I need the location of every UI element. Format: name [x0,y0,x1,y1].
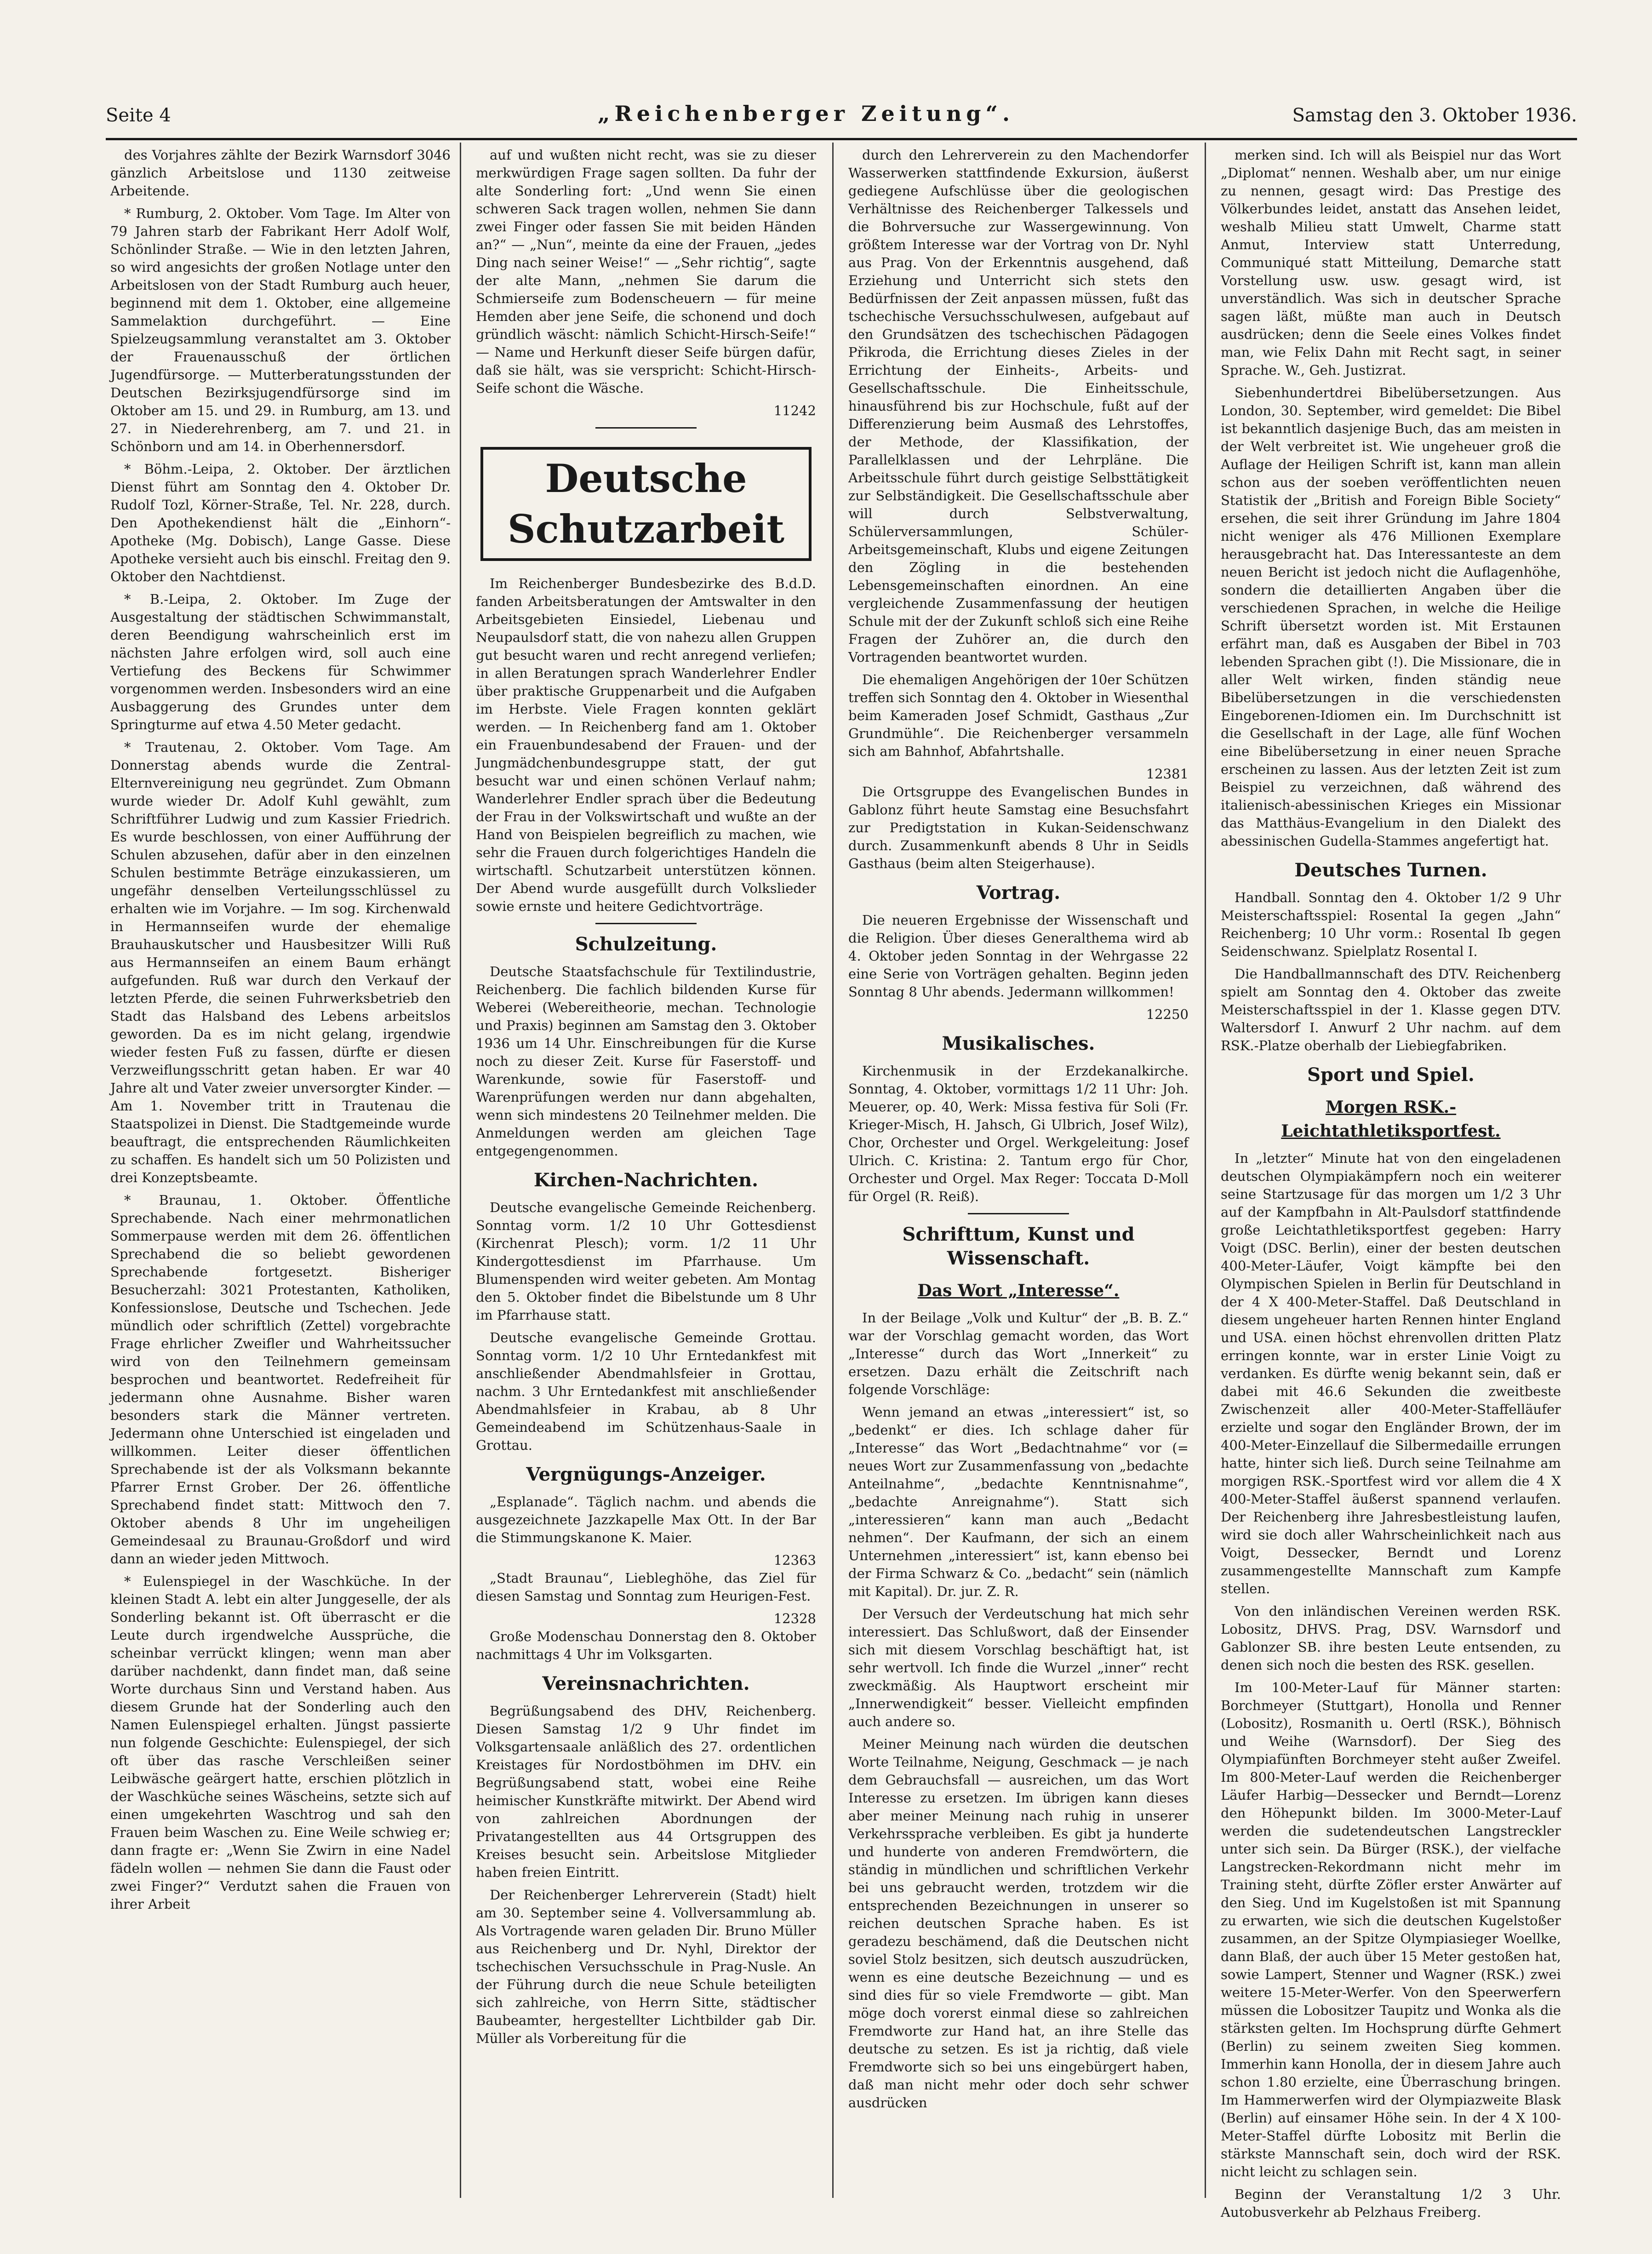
article-text: Im 100-Meter-Lauf für Männer starten: Borchmeyer (Stuttgart), Honolla und Renner (Lobositz), Rosmanith u. Oertl (RSK.), Böhnisch und Weihe (Warnsdorf). Der Sieg des Olympiafünften Borchmeyer steht außer Zweifel. Im 800-Meter-Lauf werden die Reichenberger Läufer Harbig—Dessecker und Berndt—Lorenz den Höhepunkt bilden. Im 3000-Meter-Lauf werden die sudetendeutschen Langstreckler unter sich sein. Da Bürger (RSK.), der vielfache Langstrecken-Rekordmann nicht mehr im Training steht, dürfte Zöfler erster Anwärter auf den Sieg. Und im Kugelstoßen ist mit Spannung zu erwarten, wie sich die deutschen Kugelstoßer zusammen, an der Spitze Olympiasieger Woellke, dann Blaß, der auch über 15 Meter gestoßen hat, sowie Lampert, Stenner und Wagner (RSK.) zwei weitere 15-Meter-Werfer. Von den Speerwerfern müssen die Lobositzer Taupitz und Wonka als die stärksten gelten. Im Hochsprung dürfte Gehmert (Berlin) zu seinem zweiten Sieg kommen. Immerhin kann Honolla, der in diesem Jahre auch schon 1.80 erzielte, eine Überraschung bringen. Im Hammerwerfen wird der Olympiazweite Blask (Berlin) auf einsamer Höhe sein. In der 4 X 100-Meter-Staffel dürfte Lobositz mit Berlin die stärkste Mannschaft sein, doch wird der RSK. nicht leicht zu schlagen sein. [1221,1680,1561,2180]
article-text: Beginn der Veranstaltung 1/2 3 Uhr. Autobusverkehr ab Pelzhaus Freiberg. [1221,2186,1561,2220]
article-text: „Esplanade“. Täglich nachm. und abends die ausgezeichnete Jazzkapelle Max Ott. In der Bar die Stimmungskanone K. Maier. [476,1494,816,1545]
article-text: durch den Lehrerverein zu den Machendorfer Wasserwerken stattfindende Exkursion, äußerst gediegene Aufschlüsse über die geologischen Verhältnisse des Reichenberger Talkessels und die Bohrversuche zur Wassergewinnung. Von größtem Interesse war der Vortrag von Dr. Nyhl aus Prag. Von der Erkenntnis ausgehend, daß Erziehung und Unterricht sich stets den Bedürfnissen der Zeit anpassen müssen, fußt das tschechische Versuchsschulwesen, aufgebaut auf den Grundsätzen des tschechischen Pädagogen Přikroda, die Errichtung dieses Zieles in der Errichtung der Einheits-, Arbeits- und Gesellschaftsschule. Die Einheitsschule, hinausführend bis zur Hochschule, fußt auf der Differenzierung beim Ausmaß des Lehrstoffes, der Methode, der Klassifikation, der Parallelklassen und der Lehrpläne. Die Arbeitsschule führt durch geistige Selbsttätigkeit zur Selbständigkeit. Die Gesellschaftsschule aber will durch Selbstverwaltung, Schülerversammlungen, Schüler-Arbeitsgemeinschaft, Klubs und eigene Zeitungen den Zögling in die bestehenden Lebensgemeinschaften einordnen. An eine vergleichende Zusammenfassung der heutigen Schule mit der der Zukunft schloß sich eine Reihe Fragen der Zuhörer an, die durch den Vortragenden beantwortet wurden. [848,147,1189,665]
article-text: Begrüßungsabend des DHV, Reichenberg. Diesen Samstag 1/2 9 Uhr findet im Volksgartensaale anläßlich des 27. ordentlichen Kreistages für Nordostböhmen im DHV. ein Begrüßungsabend statt, wobei eine Reihe heimischer Kunstkräfte mitwirkt. Der Abend wird von zahlreichen Abordnungen der Privatangestellten aus 44 Ortsgruppen des Kreises besucht sein. Arbeitslose Mitglieder haben freien Eintritt. [476,1703,816,1880]
column-4 [1221,146,1561,2220]
ad-number: 12381 [1146,766,1189,782]
issue-date: Samstag den 3. Oktober 1936. [1292,105,1577,126]
article-text: Wenn jemand an etwas „interessiert“ ist, so „bedenkt“ er dies. Ich schlage daher für „Interesse“ das Wort „Bedachtnahme“ vor (= neues Wort zur Zusammenfassung von „bedachte Anteilnahme“, „bedachte Kenntnisnahme“, „bedachte Anreignahme“). Statt sich „interessieren“ kann man auch „Bedacht nehmen“. Der Kaufmann, der sich an einem Unternehmen „interessiert“ ist, kann ebenso bei der Firma Schwarz & Co. „bedacht“ sein (nämlich mit Kapital). Dr. jur. Z. R. [848,1404,1189,1599]
column-divider [832,143,834,2198]
column-divider [1205,143,1206,2198]
page-number: Seite 4 [106,105,171,126]
section-heading: Vergnügungs-Anzeiger. [526,1464,766,1485]
article-text: In der Beilage „Volk und Kultur“ der „B. B. Z.“ war der Vorschlag gemacht worden, das Wort „Interesse“ durch das Wort „Innerkeit“ zu ersetzen. Dazu erhält die Zeitschrift nach folgende Vorschläge: [848,1310,1189,1397]
article-text: * Rumburg, 2. Oktober. Vom Tage. Im Alter von 79 Jahren starb der Fabrikant Herr Adolf Wolf, Schönlinder Straße. — Wie in den letzten Jahren, so wird angesichts der großen Notlage unter den Arbeitslosen von der Stadt Rumburg auch heuer, beginnend mit dem 1. Oktober, eine allgemeine Sammelaktion durchgeführt. — Eine Spielzeugsammlung veranstaltet am 3. Oktober der Frauenausschuß der örtlichen Jugendfürsorge. — Mutterberatungsstunden der Deutschen Bezirksjugendfürsorge sind im Oktober am 15. und 29. in Rumburg, am 13. und 27. in Niederehrenberg, am 7. und 21. in Schönborn und am 14. in Oberhennersdorf. [110,206,451,454]
column-1 [110,146,451,2192]
article-text: Deutsche evangelische Gemeinde Reichenberg. Sonntag vorm. 1/2 10 Uhr Gottesdienst (Kirchenrat Plesch); vorm. 1/2 11 Uhr Kindergottesdienst im Pfarrhause. Um Blumenspenden wird weiter gebeten. Am Montag den 5. Oktober findet die Bibelstunde um 8 Uhr im Pfarrhause statt. [476,1200,816,1323]
article-text: Der Versuch der Verdeutschung hat mich sehr interessiert. Das Schlußwort, daß der Einsender sich mit diesem Vorschlag beschäftigt hat, ist sehr wertvoll. Ich finde die Wurzel „inner“ recht zweckmäßig. Als Hauptwort erscheint mir „Innerwendigkeit“ besser. Vielleicht empfinden auch andere so. [848,1606,1189,1729]
ad-number: 11242 [773,403,816,418]
article-text: Im Reichenberger Bundesbezirke des B.d.D. fanden Arbeitsberatungen der Amtswalter in den Arbeitsgebieten Einsiedel, Liebenau und Neupaulsdorf statt, die von nahezu allen Gruppen gut besucht waren und recht anregend verliefen; in allen Beratungen sprach Wanderlehrer Endler über praktische Gruppenarbeit und die Aufgaben im Herbste. Viele Fragen konnten geklärt werden. — In Reichenberg fand am 1. Oktober ein Frauenbundesabend der Frauen- und der Jungmädchenbundesgruppe statt, der gut besucht war und einen schönen Verlauf nahm; Wanderlehrer Endler sprach über die Bedeutung der Frau in der Volkswirtschaft und wußte an der Hand von Beispielen begreiflich zu machen, wie sehr die Frauen durch folgerichtiges Handeln die wirtschaftl. Schutzarbeit unterstützen können. Der Abend wurde ausgefüllt durch Volkslieder sowie ernste und heitere Gedichtvorträge. [476,576,816,914]
article-text: merken sind. Ich will als Beispiel nur das Wort „Diplomat“ nennen. Weshalb aber, um nur einige zu nennen, gesagt wird: Das Prestige des Völkerbundes leidet, anstatt das Ansehen leidet, weshalb Milieu statt Umwelt, Charme statt Anmut, Interview statt Unterredung, Communiqué statt Mitteilung, Demarche statt Vorstellung usw. usw. gesagt wird, ist unverständlich. Was sich in deutscher Sprache sagen läßt, müßte man auch in Deutsch ausdrücken; denn die Seele eines Volkes findet man, wie Felix Dahn mit Recht sagt, in seiner Sprache. W., Geh. Justizrat. [1221,147,1561,378]
article-text: * B.-Leipa, 2. Oktober. Im Zuge der Ausgestaltung der städtischen Schwimmanstalt, deren Beendigung wahrscheinlich erst im nächsten Jahre erfolgen wird, soll auch eine Vertiefung des Beckens für Schwimmer vorgenommen werden. Insbesonders wird an eine Ausbaggerung des Grundes unter dem Springturme auf etwa 4.50 Meter gedacht. [110,591,451,732]
separator [595,923,697,924]
page-header [106,97,1577,133]
article-text: Der Reichenberger Lehrerverein (Stadt) hielt am 30. September seine 4. Vollversammlung ab. Als Vortragende waren geladen Dir. Bruno Müller aus Reichenberg und Dr. Nyhl, Direktor der tschechischen Versuchsschule in Prag-Nusle. An der Führung durch die neue Schule beteiligten sich zahlreiche, von Herrn Sitte, städtischer Baubeamter, hergestellter Lichtbilder gab Dir. Müller als Vorbereitung für die [476,1887,816,2046]
article-text: Große Modenschau Donnerstag den 8. Oktober nachmittags 4 Uhr im Volksgarten. [476,1629,816,1662]
section-heading: Schrifttum, Kunst und Wissenschaft. [902,1224,1135,1269]
section-heading: Vortrag. [976,882,1061,904]
section-heading: Musikalisches. [942,1033,1095,1054]
article-text: Deutsche Staatsfachschule für Textilindustrie, Reichenberg. Die fachlich bildenden Kurse für Weberei (Webereitheorie, mechan. Technologie und Praxis) beginnen am Samstag den 3. Oktober 1936 um 14 Uhr. Einschreibungen für die Kurse noch zu dieser Zeit. Kurse für Faserstoff- und Warenkunde, sowie für Faserstoff- und Warenprüfungen werden nur dann abgehalten, wenn sich mindestens 20 Teilnehmer melden. Die Anmeldungen werden am gleichen Tage entgegengenommen. [476,964,816,1159]
article-text: auf und wußten nicht recht, was sie zu dieser merkwürdigen Frage sagen sollten. Da fuhr der alte Sonderling fort: „Und wenn Sie einen schweren Sack tragen wollen, nehmen Sie dann zwei Finger oder fassen Sie mit beiden Händen an?“ — „Nun“, meinte da eine der Frauen, „jedes Ding nach seiner Weise!“ — „Sehr richtig“, sagte der alte Mann, „nehmen Sie darum die Schmierseife zum Bodenscheuern — für meine Hemden aber jene Seife, die schonend und doch gründlich wäscht: nämlich Schicht-Hirsch-Seife!“ — Name und Herkunft dieser Seife bürgen dafür, daß sie hält, was sie verspricht: Schicht-Hirsch-Seife schont die Wäsche. [476,147,816,396]
article-text: Die neueren Ergebnisse der Wissenschaft und die Religion. Über dieses Generalthema wird ab 4. Oktober jeden Sonntag in der Wehrgasse 22 eine Serie von Vorträgen gehalten. Beginn jeden Sonntag 8 Uhr abends. Jedermann willkommen! [848,912,1189,1000]
section-heading: Schulzeitung. [575,933,717,955]
article-text: Kirchenmusik in der Erzdekanalkirche. Sonntag, 4. Oktober, vormittags 1/2 11 Uhr: Joh. Meuerer, op. 40, Werk: Missa festiva für Soli (Fr. Krieger-Misch, H. Jahsch, Gi Ulbrich, Josef Wilz), Chor, Orchester und Orgel. Werkgeleitung: Josef Ulrich. C. Kristina: 2. Tantum ergo für Chor, Orchester und Orgel. Max Reger: Toccata D-Moll für Orgel (R. Reiß). [848,1063,1189,1204]
column-2 [476,146,816,2192]
section-heading: Kirchen-Nachrichten. [533,1169,759,1191]
section-heading: Sport und Spiel. [1307,1064,1475,1086]
column-3 [848,146,1189,2192]
ad-number: 12328 [773,1611,816,1626]
article-text: Die ehemaligen Angehörigen der 10er Schützen treffen sich Sonntag den 4. Oktober in Wiesenthal beim Kameraden Josef Schmidt, Gasthaus „Zur Grundmühle“. Die Reichenberger versammeln sich am Bahnhof, Abfahrtshalle. [848,672,1189,759]
article-text: Siebenhundertdrei Bibelübersetzungen. Aus London, 30. September, wird gemeldet: Die Bibel ist bekanntlich dasjenige Buch, das am meisten in der Welt verbreitet ist. Wie ungeheuer groß die Auflage der Heiligen Schrift ist, kann man allein schon aus der soeben veröffentlichten neuen Statistik der „British and Foreign Bible Society“ ersehen, die seit ihrer Gründung im Jahre 1804 nicht weniger als 476 Millionen Exemplare herausgebracht hat. Das Interessanteste an dem neuen Bericht ist jedoch nicht die Auflagenhöhe, sondern die detaillierten Angaben über die verschiedenen Sprachen, in welche die Heilige Schrift übersetzt worden ist. Mit Erstaunen erfährt man, daß es Ausgaben der Bibel in 703 lebenden Sprachen gibt (!). Die Missionare, die in aller Welt wirken, finden ständig neue Bibelübersetzungen in die verschiedensten Eingeborenen-Idiomen ein. Im Durchschnitt ist die Gesellschaft in der Lage, alle fünf Wochen eine Bibelübersetzung in einer neuen Sprache erscheinen zu lassen. Aus der letzten Zeit ist zum Beispiel zu verzeichnen, daß während des italienisch-abessinischen Krieges ein Missionar das Matthäus-Evangelium in den Dialekt des abessinischen Gudella-Stammes angefertigt hat. [1221,385,1561,849]
separator [968,1213,1069,1214]
article-text: Deutsche evangelische Gemeinde Grottau. Sonntag vorm. 1/2 10 Uhr Erntedankfest mit anschließender Abendmahlsfeier in Grottau, nachm. 3 Uhr Erntedankfest mit anschließender Abendmahlsfeier in Krabau, ab 8 Uhr Gemeindeabend im Schützenhaus-Saale in Grottau. [476,1330,816,1453]
article-text: In „letzter“ Minute hat von den eingeladenen deutschen Olympiakämpfern noch ein weiterer seine Startzusage für das morgen um 1/2 3 Uhr auf der Kampfbahn in Alt-Paulsdorf stattfindende große Leichtathletiksportfest gegeben: Harry Voigt (DSC. Berlin), einer der besten deutschen 400-Meter-Läufer, Voigt kämpfte bei den Olympischen Spielen in Berlin für Deutschland in der 4 X 400-Meter-Staffel. Daß Deutschland in diesem ungeheuer harten Rennen hinter England und USA. einen höchst ehrenvollen dritten Platz erringen konnte, war in erster Linie Voigt zu verdanken. Es dürfte wenig bekannt sein, daß er dabei mit 46.6 Sekunden die zweitbeste Zwischenzeit aller 400-Meter-Staffelläufer erzielte und sogar den Engländer Brown, der im 400-Meter-Einzellauf die Silbermedaille errungen hatte, hinter sich ließ. Durch seine Teilnahme am morgigen RSK.-Sportfest wird vor allem die 4 X 400-Meter-Staffel äußerst spannend verlaufen. Der Reichenberg ihre Jahresbestleistung laufen, wird sie doch aller Wahrscheinlichkeit nach aus Voigt, Dessecker, Berndt und Lorenz zusammengestellte Mannschaft zum Kampfe stellen. [1221,1150,1561,1596]
header-rule [106,138,1577,140]
separator [595,427,697,429]
article-heading: Morgen RSK.-Leichtathletiksportfest. [1281,1098,1501,1141]
article-text: Handball. Sonntag den 4. Oktober 1/2 9 Uhr Meisterschaftsspiel: Rosental Ia gegen „Jahn“ Reichenberg; 10 Uhr vorm.: Rosental Ib gegen Seidenschwanz. Spielplatz Rosental I. [1221,890,1561,959]
column-divider [460,143,461,2198]
article-text: Meiner Meinung nach würden die deutschen Worte Teilnahme, Neigung, Geschmack — je nach dem Gebrauchsfall — ausreichen, um das Wort Interesse zu ersetzen. Im übrigen kann dieses aber meiner Meinung nach ruhig in unserer Verkehrssprache verbleiben. Es gibt ja hunderte und hunderte von anderen Fremdwörtern, die ständig in mündlichen und schriftlichen Verkehr bei uns gebraucht werden, trotzdem wir die entsprechenden Bezeichnungen in unserer so reichen deutschen Sprache haben. Es ist geradezu beschämend, daß die Deutschen nicht soviel Stolz besitzen, sich deutsch auszudrücken, wenn es eine deutsche Bezeichnung — und es sind dies für so viele Fremdworte — gibt. Man möge doch vorerst einmal diese so zahlreichen Fremdworte zur Hand hat, an ihre Stelle das deutsche zu setzen. Es ist ja richtig, daß viele Fremdworte sich so bei uns eingebürgert haben, daß man nicht mehr oder doch sehr schwer ausdrücken [848,1736,1189,2111]
article-text: * Böhm.-Leipa, 2. Oktober. Der ärztlichen Dienst führt am Sonntag den 4. Oktober Dr. Rudolf Tozl, Körner-Straße, Tel. Nr. 228, durch. Den Apothekendienst hält die „Einhorn“-Apotheke (Mg. Dobisch), Lange Gasse. Diese Apotheke versieht auch bis einschl. Freitag den 9. Oktober den Nachtdienst. [110,461,451,584]
article-text: Die Handballmannschaft des DTV. Reichenberg spielt am Sonntag den 4. Oktober das zweite Meisterschaftsspiel in der 1. Klasse gegen DTV. Waltersdorf I. Anwurf 2 Uhr nachm. auf dem RSK.-Platze oberhalb der Liebiegfabriken. [1221,966,1561,1053]
article-text: * Trautenau, 2. Oktober. Vom Tage. Am Donnerstag abends wurde die Zentral-Elternvereinigung neu gegründet. Zum Obmann wurde wieder Dr. Adolf Kuhl gewählt, zum Schriftführer Ludwig und zum Kassier Friedrich. Es wurde beschlossen, von einer Aufführung der Schulen abzusehen, dafür aber in den einzelnen Schulen bestimmte Beträge einzukassieren, um ungefähr denselben Verteilungsschlüssel zu erhalten wie im Vorjahre. — Im sog. Kirchenwald in Hermannseifen wurde der ehemalige Brauhauskutscher und Hausbesitzer Willi Ruß aus Hermannseifen an einem Baum erhängt aufgefunden. Ruß war durch den Verkauf der letzten Pferde, die seinen Fuhrwerksbetrieb den Stadt das Halsband des Lebens arbeitslos geworden. Da es im nicht gelang, irgendwie wieder festen Fuß zu fassen, dürfte er diesen Verzweiflungsschritt getan haben. Er war 40 Jahre alt und Vater zweier unversorgter Kinder. — Am 1. November tritt in Trautenau die Staatspolizei in Dienst. Die Stadtgemeinde wurde beauftragt, die entsprechenden Räumlichkeiten zu schaffen. Es handelt sich um 50 Polizisten und drei Konzeptsbeamte. [110,739,451,1185]
ad-number: 12363 [773,1552,816,1568]
article-text: des Vorjahres zählte der Bezirk Warnsdorf 3046 gänzlich Arbeitslose und 1130 zeitweise Arbeitende. [110,147,451,199]
newspaper-title: „Reichenberger Zeitung“. [598,101,1015,126]
ad-number: 12250 [1146,1007,1189,1022]
section-heading: Vereinsnachrichten. [542,1673,750,1694]
article-text: * Eulenspiegel in der Waschküche. In der kleinen Stadt A. lebt ein alter Junggeselle, der als Sonderling bekannt ist. Oft überrascht er die Leute durch irgendwelche Aussprüche, die scheinbar verrückt klingen; wenn man aber darüber nachdenkt, dann findet man, daß seine Worte durchaus Sinn und Verstand haben. Aus diesem Grunde hat der Sonderling auch den Namen Eulenspiegel erhalten. Jüngst passierte nun folgende Geschichte: Eulenspiegel, der sich oft über das rasche Verschleißen seiner Leibwäsche geärgert hatte, erschien plötzlich in der Waschküche seines Wäscheins, setzte sich auf einen umgekehrten Waschtrog und sah den Frauen beim Waschen zu. Eine Weile schwieg er; dann fragte er: „Wenn Sie Zwirn in eine Nadel fädeln wollen — nehmen Sie dann die Faust oder zwei Finger?“ Verdutzt sahen die Frauen von ihrer Arbeit [110,1573,451,1912]
article-text: „Stadt Braunau“, Liebleghöhe, das Ziel für diesen Samstag und Sonntag zum Heurigen-Fest. [476,1570,816,1604]
article-text: * Braunau, 1. Oktober. Öffentliche Sprechabende. Nach einer mehrmonatlichen Sommerpause werden mit dem 26. öffentlichen Sprechabend die so beliebt gewordenen Sprechabende fortgesetzt. Bisheriger Besucherzahl: 3021 Protestanten, Katholiken, Konfessionslose, Deutsche und Tschechen. Jede mündlich oder schriftlich (Zettel) vorgebrachte Frage ehrlicher Zweifler und Wahrheitssucher wird von den Teilnehmern gemeinsam besprochen und beantwortet. Redefreiheit für jedermann ohne Ausnahme. Bisher waren besonders stark die Männer vertreten. Jedermann ohne Unterschied ist eingeladen und willkommen. Leiter dieser öffentlichen Sprechabende ist der als Volksmann bekannte Pfarrer Ernst Grober. Der 26. öffentliche Sprechabend findet statt: Mittwoch den 7. Oktober abends 8 Uhr im ungeheiligen Gemeindesaal zu Braunau-Großdorf und wird dann an wieder jeden Mittwoch. [110,1192,451,1567]
article-heading: Das Wort „Interesse“. [917,1281,1120,1300]
section-banner: Deutsche Schutzarbeit [480,447,812,561]
section-heading: Deutsches Turnen. [1294,859,1487,881]
article-text: Von den inländischen Vereinen werden RSK. Lobositz, DHVS. Prag, DSV. Warnsdorf und Gablonzer SB. ihre besten Leute entsenden, zu denen sich noch die besten des RSK. gesellen. [1221,1603,1561,1673]
article-text: Die Ortsgruppe des Evangelischen Bundes in Gablonz führt heute Samstag eine Besuchsfahrt zur Predigtstation in Kukan-Seidenschwanz durch. Zusammenkunft abends 8 Uhr in Seidls Gasthaus (beim alten Steigerhause). [848,784,1189,871]
